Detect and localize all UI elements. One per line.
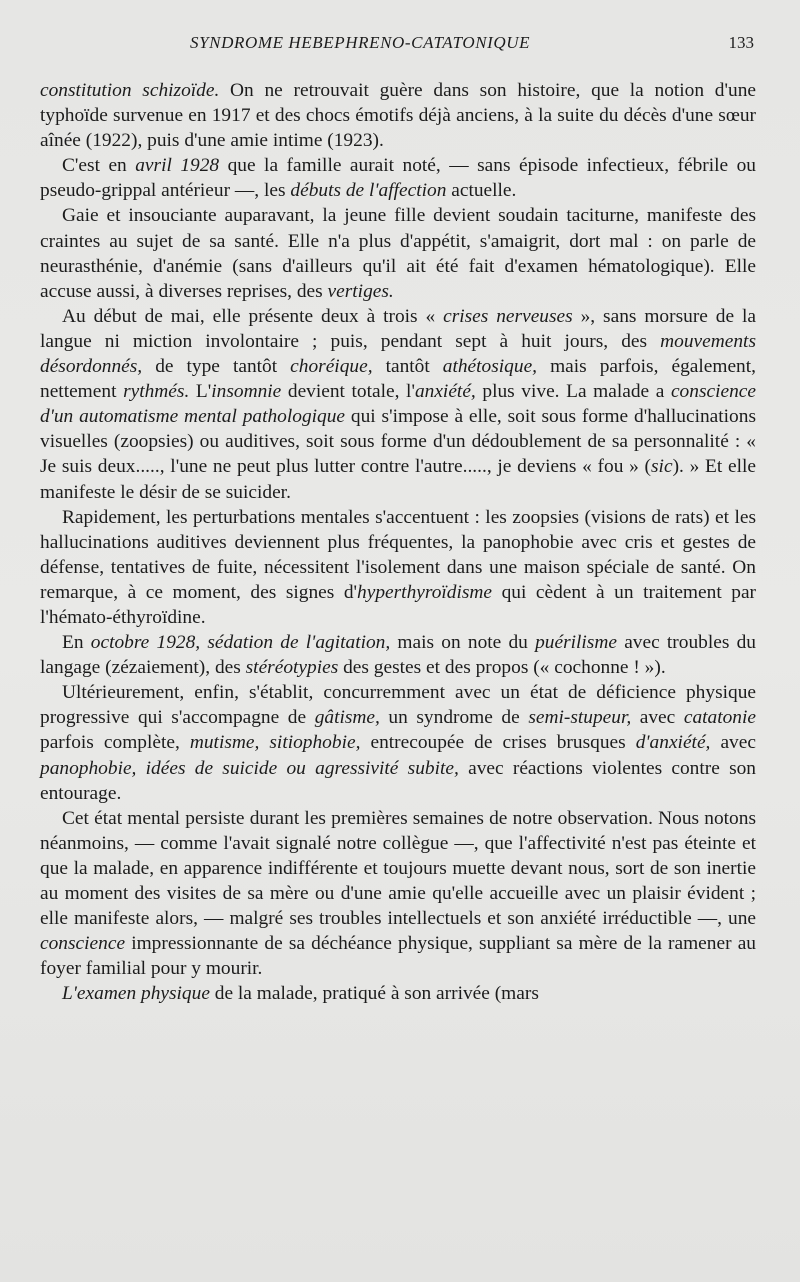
italic-text: crises nerveuses [443, 305, 573, 327]
text-segment: avec [710, 732, 756, 754]
italic-text: avril 1928 [135, 155, 220, 177]
italic-text: mutisme, sitiophobie, [189, 732, 361, 754]
italic-text: stéréotypies [245, 657, 339, 679]
paragraph [40, 806, 756, 982]
text-segment: Cet état mental persiste durant les premières semaines de notre observation. Nous notons néanmoins, — comme l'avait signalé notre collègue —, que l'affectivité n'est pas éteinte et que la malade, en apparence indifférente et toujours muette devant nous, sort de son inertie au moment des visites de sa mère ou d'une amie qu'elle accueille avec un plaisir évident ; elle manifeste alors, — malgré ses troubles intellectuels et son anxiété irréductible —, une [40, 807, 756, 930]
text-segment: avec [631, 707, 684, 729]
text-segment: de type tantôt [142, 356, 291, 378]
italic-text: choréique, [290, 356, 373, 378]
paragraph [40, 304, 756, 505]
italic-text: gâtisme, [314, 707, 380, 729]
text-segment: L' [189, 381, 212, 403]
italic-text: constitution schizoïde. [40, 80, 220, 101]
paragraph [40, 505, 756, 630]
italic-text: conscience [40, 933, 126, 955]
text-segment: Au début de mai, elle présente deux à trois « [62, 305, 444, 327]
text-segment: de la malade, pratiqué à son arrivée (mars [209, 983, 539, 1005]
text-segment: tantôt [372, 356, 443, 378]
text-segment: mais parfois, également, nettement [40, 356, 756, 403]
text-segment: plus vive. La malade a [475, 381, 671, 403]
text-segment: mais on note du [390, 632, 536, 654]
italic-text: vertiges. [327, 280, 394, 302]
page-number: 133 [728, 33, 754, 52]
paragraph [40, 153, 756, 203]
italic-text: insomnie [211, 381, 282, 403]
italic-text: rythmés. [123, 381, 190, 403]
italic-text: mouvements désordonnés, [40, 330, 756, 378]
body-text [40, 78, 756, 1006]
paragraph [40, 78, 756, 153]
text-segment: Ultérieurement, enfin, s'établit, concurremment avec un état de déficience physique progressive qui s'accompagne de [40, 682, 756, 729]
text-segment: qui cèdent à un traitement par l'hémato-éthyroïdine. [40, 581, 757, 628]
text-segment: avec troubles du langage (zézaiement), des [40, 632, 757, 679]
text-segment: On ne retrouvait guère dans son histoire, que la notion d'une typhoïde survenue en 1917 et des chocs émotifs déjà anciens, à la suite du décès d'une sœur aînée (1922), puis d'une amie intime (1923). [40, 80, 756, 152]
italic-text: d'anxiété, [635, 732, 711, 754]
running-title: SYNDROME HEBEPHRENO-CATATONIQUE [190, 33, 531, 52]
italic-text: sic [651, 456, 673, 478]
text-segment: un syndrome de [379, 707, 529, 729]
paragraph [40, 203, 756, 303]
text-segment: Gaie et insouciante auparavant, la jeune fille devient soudain taciturne, manifeste des craintes au sujet de sa santé. Elle n'a plus d'appétit, s'amaigrit, dort mal : on parle de neurasthénie, d'anémie (sans d'ailleurs qu'il ait été fait d'examen hématologique). Elle accuse aussi, à diverses reprises, des [40, 205, 756, 302]
italic-text: anxiété, [414, 381, 476, 403]
text-segment: », sans morsure de la langue ni miction involontaire ; puis, pendant sept à huit jours, des [40, 305, 756, 352]
text-segment: C'est en [62, 155, 136, 177]
italic-text: débuts de l'affection [290, 180, 447, 202]
text-segment: entrecoupée de crises brusques [360, 732, 636, 754]
paragraph [40, 680, 756, 805]
italic-text: L'examen physique [62, 983, 210, 1005]
paragraph [40, 630, 756, 680]
page-header [40, 33, 754, 57]
text-segment: Rapidement, les perturbations mentales s'accentuent : les zoopsies (visions de rats) et les hallucinations auditives deviennent plus fréquentes, la panophobie avec cris et gestes de défense, tentatives de fuite, nécessitent l'isolement dans une maison spéciale de santé. On remarque, à ce moment, des signes d' [40, 506, 756, 603]
italic-text: athétosique, [442, 356, 538, 378]
text-segment: En [62, 632, 91, 654]
text-segment: qui s'impose à elle, soit sous forme d'hallucinations visuelles (zoopsies) ou auditives, soit sous forme d'un dédoublement de sa personnalité : « Je suis deux....., l'une ne peut plus lutter contre l'autre....., je deviens « fou » ( [40, 406, 756, 478]
italic-text: catatonie [683, 707, 757, 729]
text-segment: des gestes et des propos (« cochonne ! »). [338, 657, 666, 679]
italic-text: octobre 1928, sédation de l'agitation, [90, 632, 391, 654]
italic-text: panophobie, idées de suicide ou agressivité subite, [40, 757, 459, 779]
italic-text: conscience d'un automatisme mental pathologique [40, 381, 757, 428]
text-segment: impressionnante de sa déchéance physique, suppliant sa mère de la ramener au foyer familial pour y mourir. [40, 933, 756, 980]
italic-text: puérilisme [535, 632, 617, 654]
text-segment: que la famille aurait noté, — sans épisode infectieux, fébrile ou pseudo-grippal antérieur —, les [40, 155, 756, 202]
text-segment: devient totale, l' [281, 381, 415, 403]
text-segment: actuelle. [446, 180, 517, 202]
text-segment: ). » Et elle manifeste le désir de se suicider. [40, 456, 756, 503]
italic-text: semi-stupeur, [528, 707, 632, 729]
italic-text: hyperthyroïdisme [357, 581, 493, 603]
text-segment: parfois complète, [40, 732, 190, 754]
text-segment: avec réactions violentes contre son entourage. [40, 757, 757, 804]
paragraph [40, 981, 756, 1006]
